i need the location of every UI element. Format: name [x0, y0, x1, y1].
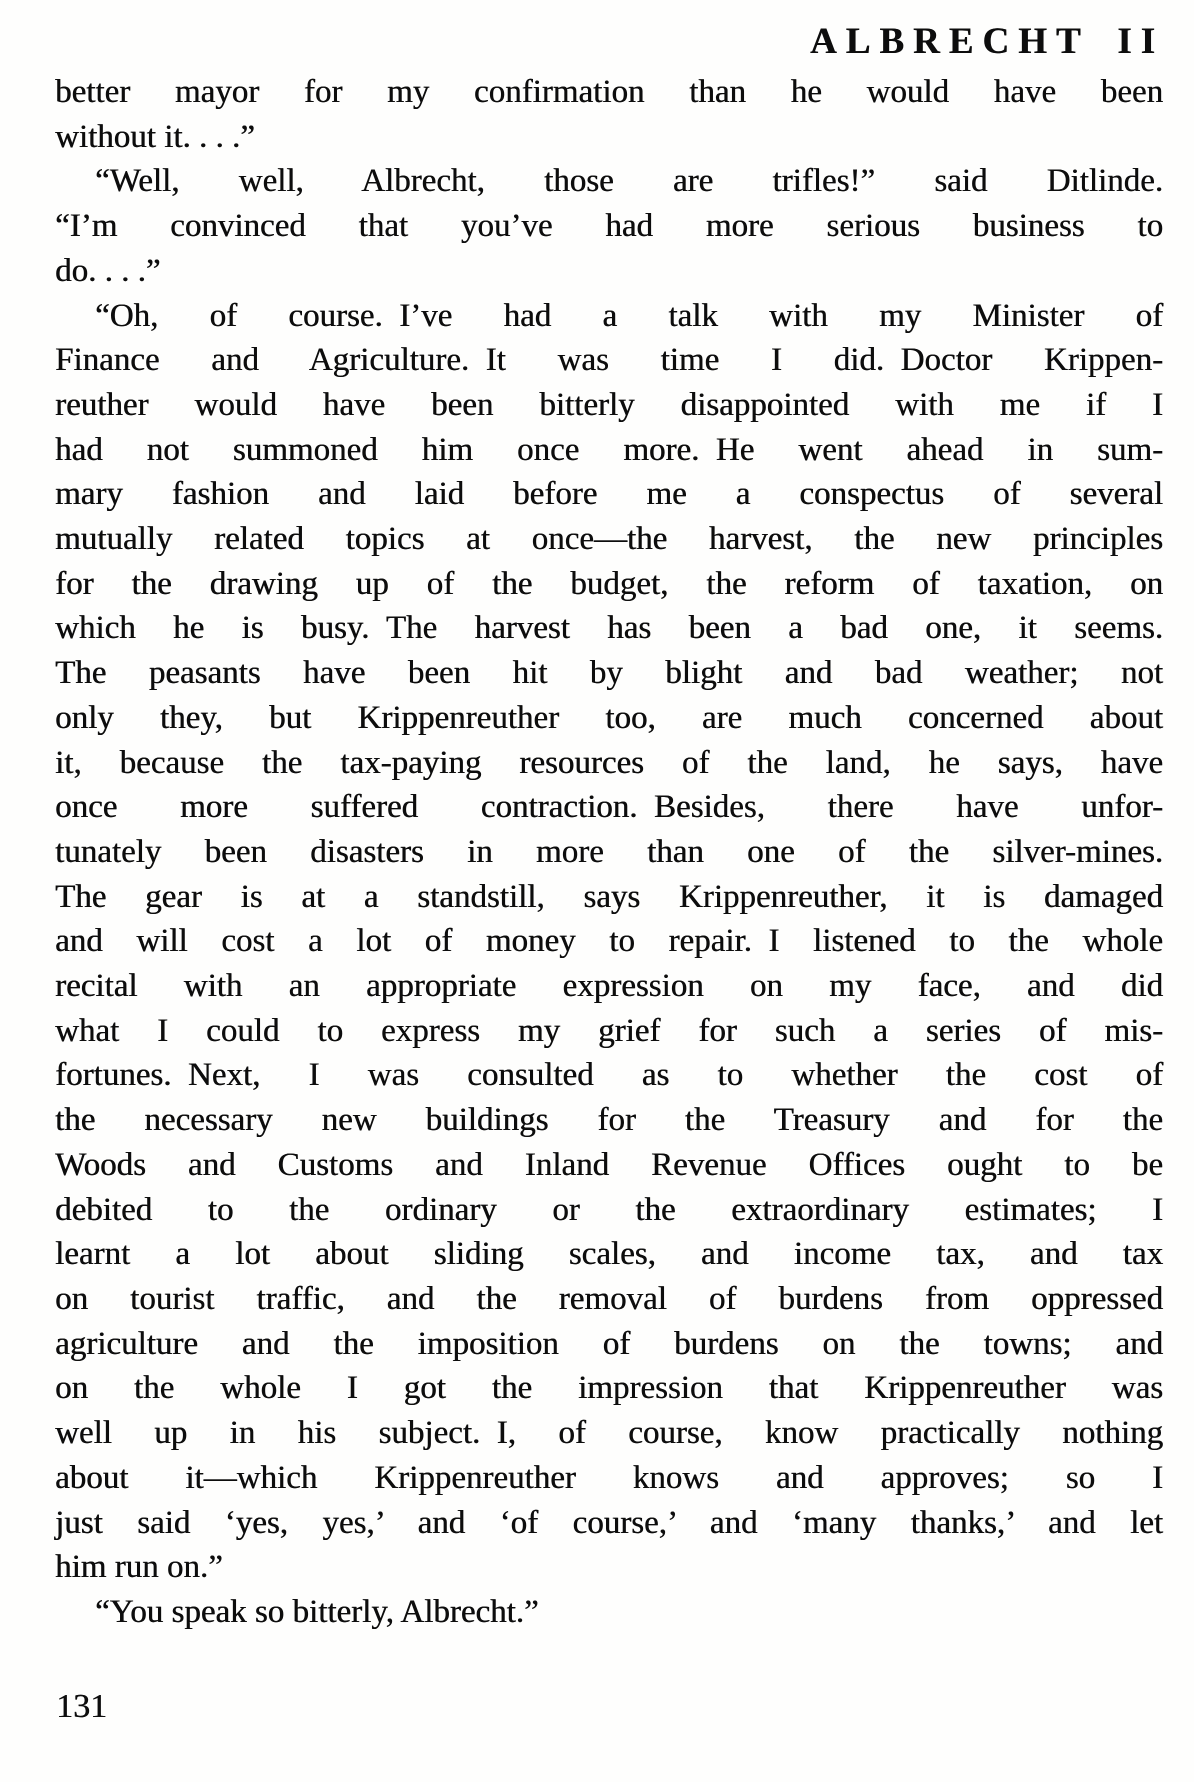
text-line: which he is busy. The harvest has been a bad one, it seems. — [55, 610, 1163, 647]
text-line: do. . . .” — [55, 252, 161, 289]
text-line: him run on.” — [55, 1549, 223, 1586]
text-line: once more suffered contraction. Besides, there have unfor- — [55, 789, 1163, 826]
text-line: “Well, well, Albrecht, those are trifles!” said Ditlinde. — [95, 163, 1163, 200]
text-line: better mayor for my confirmation than he would have been — [55, 74, 1163, 110]
text-line: for the drawing up of the budget, the reform of taxation, on — [55, 565, 1163, 602]
text-line: “Oh, of course. I’ve had a talk with my Minister of — [95, 297, 1163, 334]
text-line: it, because the tax-paying resources of the land, he says, have — [55, 744, 1163, 781]
text-line: well up in his subject. I, of course, know practically nothing — [55, 1415, 1163, 1452]
text-line: just said ‘yes, yes,’ and ‘of course,’ and ‘many thanks,’ and let — [55, 1504, 1163, 1541]
page-text-body — [55, 70, 1163, 1635]
text-line: fortunes. Next, I was consulted as to whether the cost of — [55, 1057, 1163, 1094]
text-line: on the whole I got the impression that Krippenreuther was — [55, 1370, 1163, 1407]
text-line: mutually related topics at once—the harvest, the new principles — [55, 521, 1163, 558]
text-line: The peasants have been hit by blight and bad weather; not — [55, 655, 1163, 692]
text-line: Finance and Agriculture. It was time I did. Doctor Krippen- — [55, 342, 1163, 379]
text-line: recital with an appropriate expression on my face, and did — [55, 968, 1163, 1005]
text-line: Woods and Customs and Inland Revenue Offices ought to be — [55, 1146, 1163, 1183]
running-header: ALBRECHT II — [809, 21, 1164, 62]
text-line: “You speak so bitterly, Albrecht.” — [95, 1593, 539, 1630]
paragraph — [55, 1590, 1163, 1635]
text-line: and will cost a lot of money to repair. I listened to the whole — [55, 923, 1163, 960]
text-line: what I could to express my grief for such a series of mis- — [55, 1012, 1163, 1049]
text-line: tunately been disasters in more than one of the silver-mines. — [55, 833, 1163, 870]
text-line: agriculture and the imposition of burdens on the towns; and — [55, 1325, 1163, 1362]
text-line: about it—which Krippenreuther knows and approves; so I — [55, 1459, 1163, 1496]
paragraph — [55, 294, 1163, 1590]
text-line: the necessary new buildings for the Treasury and for the — [55, 1102, 1163, 1139]
text-line: reuther would have been bitterly disappointed with me if I — [55, 386, 1163, 423]
text-line: had not summoned him once more. He went ahead in sum- — [55, 431, 1163, 468]
text-line: debited to the ordinary or the extraordinary estimates; I — [55, 1191, 1163, 1228]
text-line: “I’m convinced that you’ve had more serious business to — [55, 208, 1163, 245]
text-line: on tourist traffic, and the removal of burdens from oppressed — [55, 1280, 1163, 1317]
text-line: The gear is at a standstill, says Krippenreuther, it is damaged — [55, 878, 1163, 915]
paragraph — [55, 159, 1163, 293]
text-line: without it. . . .” — [55, 118, 255, 155]
page-number: 131 — [56, 1688, 107, 1725]
text-line: only they, but Krippenreuther too, are much concerned about — [55, 699, 1163, 736]
text-line: learnt a lot about sliding scales, and income tax, and tax — [55, 1236, 1163, 1273]
text-line: mary fashion and laid before me a conspectus of several — [55, 476, 1163, 513]
paragraph — [55, 70, 1163, 159]
